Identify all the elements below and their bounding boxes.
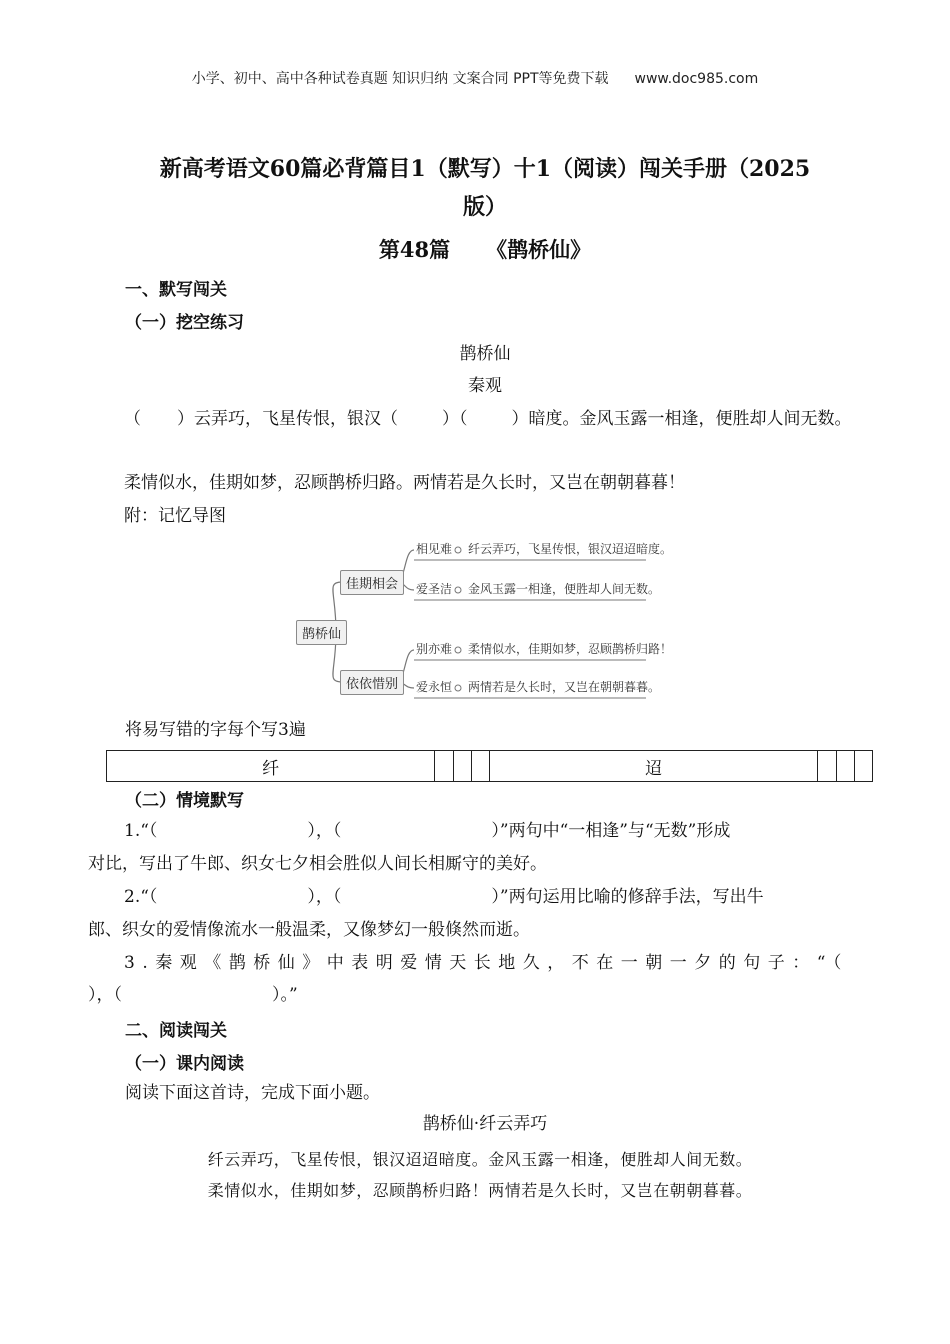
copy-cell[interactable]: [471, 751, 489, 782]
mind-map-label-4: 爱永恒: [416, 680, 453, 694]
fill-blank-paragraph-1: （ ）云弄巧，飞星传恨，银汉（ ）（ ）暗度。金风玉露一相逢，便胜却人间无数。: [124, 409, 852, 429]
question-2-cont: 郎、织女的爱情像流水一般温柔，又像梦幻一般倏然而逝。: [88, 920, 530, 940]
fill-blank-paragraph-2: 柔情似水，佳期如梦，忍顾鹊桥归路。两情若是久长时，又岂在朝朝暮暮！: [124, 473, 685, 493]
mind-map-label-2: 爱圣洁: [416, 582, 453, 596]
reading-poem-line-2: 柔情似水，佳期如梦，忍顾鹊桥归路！两情若是久长时，又岂在朝朝暮暮。: [207, 1181, 753, 1200]
poem-author: 秦观: [468, 376, 502, 396]
reading-poem-line-1: 纤云弄巧，飞星传恨，银汉迢迢暗度。金风玉露一相逢，便胜却人间无数。: [207, 1150, 753, 1169]
mind-map-leaf-4: 两情若是久长时，又岂在朝朝暮暮。: [468, 680, 661, 694]
memory-mind-map: [296, 532, 673, 708]
question-1: 1.“（ ），（ ）”两句中“一相逢”与“无数”形成: [124, 821, 731, 841]
poem-title: 鹊桥仙: [459, 344, 511, 364]
copy-practice-table: [106, 750, 873, 782]
mind-map-leaf-1: 纤云弄巧，飞星传恨，银汉迢迢暗度。: [468, 542, 673, 556]
copy-char-1: 纤: [107, 751, 435, 782]
section2-sub1: （一）课内阅读: [125, 1054, 244, 1074]
subtitle-poem: 《鹊桥仙》: [486, 237, 592, 262]
copy-cell[interactable]: [836, 751, 854, 782]
copy-cell[interactable]: [818, 751, 836, 782]
question-1-cont: 对比，写出了牛郎、织女七夕相会胜似人间长相厮守的美好。: [88, 854, 547, 874]
copy-char-2: 迢: [489, 751, 817, 782]
section1-sub1: （一）挖空练习: [125, 313, 244, 333]
reading-instruction: 阅读下面这首诗，完成下面小题。: [125, 1083, 380, 1103]
page-header: [0, 68, 950, 88]
copy-cell[interactable]: [435, 751, 453, 782]
question-3-cont: ），（ ）。”: [88, 985, 298, 1005]
title-line-1: 新高考语文60篇必背篇目1（默写）十1（阅读）闯关手册（2025: [159, 156, 811, 182]
copy-instruction: 将易写错的字每个写3遍: [125, 720, 306, 740]
header-text: 小学、初中、高中各种试卷真题 知识归纳 文案合同 PPT等免费下载: [191, 71, 609, 87]
section1-heading: 一、默写闯关: [125, 280, 227, 300]
copy-cell[interactable]: [453, 751, 471, 782]
mind-map-label-3: 别亦难: [416, 642, 453, 656]
title-line-2: 版）: [462, 194, 507, 220]
mind-map-label-1: 相见难: [416, 542, 453, 556]
mind-map-leaf-2: 金风玉露一相逢，便胜却人间无数。: [468, 582, 661, 596]
copy-cell[interactable]: [854, 751, 872, 782]
mind-map-branch-1: 佳期相会: [340, 570, 404, 595]
subtitle-number: 第48篇: [378, 237, 451, 262]
section1-sub2: （二）情境默写: [125, 791, 244, 811]
document-title: [90, 150, 880, 226]
table-row: [107, 751, 873, 782]
mind-map-branch-2: 依依惜别: [340, 670, 404, 695]
appendix-label: 附：记忆导图: [124, 506, 226, 526]
section2-heading: 二、阅读闯关: [125, 1021, 227, 1041]
question-3: 3.秦观《鹊桥仙》中表明爱情天长地久，不在一朝一夕的句子：“（: [124, 953, 849, 973]
chapter-subtitle: [90, 234, 880, 264]
header-url[interactable]: www.doc985.com: [634, 71, 759, 87]
mind-map-root: 鹊桥仙: [296, 620, 347, 645]
mind-map-leaf-3: 柔情似水，佳期如梦，忍顾鹊桥归路！: [468, 642, 673, 656]
question-2: 2.“（ ），（ ）”两句运用比喻的修辞手法，写出牛: [124, 887, 764, 907]
reading-poem-title: 鹊桥仙·纤云弄巧: [422, 1114, 548, 1134]
